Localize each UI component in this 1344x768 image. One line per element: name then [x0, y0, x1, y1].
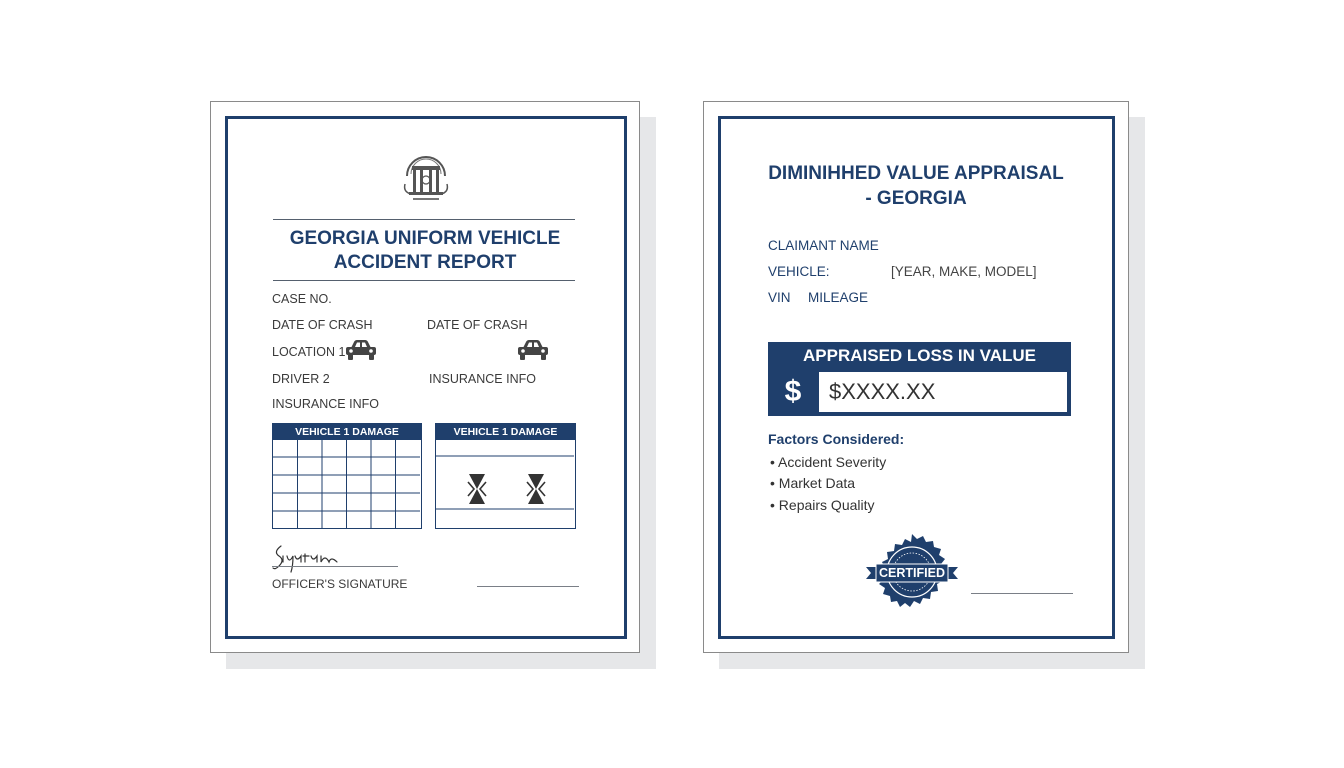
vin-label: VIN: [768, 290, 791, 305]
appraised-loss-title: APPRAISED LOSS IN VALUE: [768, 342, 1071, 370]
accident-report-document: [210, 101, 640, 653]
location-label: LOCATION 1: [272, 345, 346, 359]
driver-label: DRIVER 2: [272, 372, 330, 386]
certified-badge: [864, 532, 960, 612]
car-icon: [517, 339, 549, 361]
damage-marker-icon: [466, 472, 488, 506]
appraised-loss-value: $XXXX.XX: [819, 372, 1067, 412]
car-icon: [345, 339, 377, 361]
grid-lines: [273, 440, 420, 528]
dollar-sign-icon: $: [784, 375, 802, 408]
vehicle-damage-grid: [272, 423, 422, 529]
factor-item: • Repairs Quality: [770, 497, 875, 513]
insurance-info-label-right: INSURANCE INFO: [429, 372, 536, 386]
mileage-label: MILEAGE: [808, 290, 869, 305]
vehicle-value: [YEAR, MAKE, MODEL]: [891, 264, 1037, 279]
factors-title: Factors Considered:: [768, 431, 905, 447]
insurance-info-label: INSURANCE INFO: [272, 397, 379, 411]
title-rule-top: [273, 219, 575, 220]
case-no-label: CASE NO.: [272, 292, 332, 306]
appraisal-document: [703, 101, 1129, 653]
diagram-title: VEHICLE 1 DAMAGE: [436, 424, 575, 440]
appraised-loss-panel: [768, 342, 1071, 416]
vehicle-label: VEHICLE:: [768, 264, 830, 279]
diagram-lines: [436, 440, 574, 528]
appraisal-title-line2: - GEORGIA: [865, 188, 967, 209]
grid-title: VEHICLE 1 DAMAGE: [273, 424, 421, 440]
date-of-crash-label-right: DATE OF CRASH: [427, 318, 528, 332]
signature-scribble: [271, 542, 341, 574]
signature-line: [272, 566, 398, 567]
officer-signature-label: OFFICER'S SIGNATURE: [272, 577, 408, 591]
report-title-line1: GEORGIA UNIFORM VEHICLE: [289, 228, 561, 249]
damage-marker-icon: [525, 472, 547, 506]
date-of-crash-label: DATE OF CRASH: [272, 318, 373, 332]
appraiser-signature-line: [971, 593, 1073, 594]
title-rule-bottom: [273, 280, 575, 281]
claimant-name-label: CLAIMANT NAME: [768, 238, 879, 253]
vehicle-damage-diagram: [435, 423, 576, 529]
factor-item: • Market Data: [770, 475, 856, 491]
appraisal-title-line1: DIMINIHHED VALUE APPRAISAL: [768, 163, 1064, 184]
certified-badge-text: CERTIFIED: [879, 566, 945, 580]
report-title-line2: ACCIDENT REPORT: [333, 252, 517, 273]
factor-item: • Accident Severity: [770, 454, 887, 470]
georgia-state-seal-icon: [401, 148, 451, 204]
date-line: [477, 586, 579, 587]
